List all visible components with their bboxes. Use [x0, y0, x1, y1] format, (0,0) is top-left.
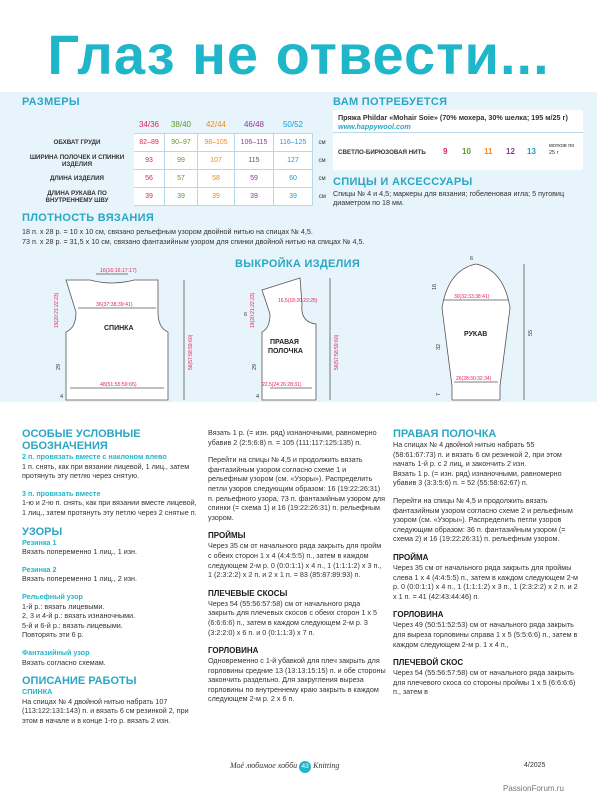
- subheading: Резинка 2: [22, 564, 57, 574]
- dim-label: 29: [56, 363, 62, 370]
- section-heading: УЗОРЫ: [22, 525, 63, 538]
- paragraph: 1 п. снять, как при вязании лицевой, 1 лиц., затем протянуть эту петлю через снятую.: [22, 461, 190, 481]
- size-header: 46/48: [235, 116, 274, 134]
- page-title: Глаз не отвести...: [47, 23, 550, 86]
- subheading: ПЛЕЧЕВЫЕ СКОСЫ: [208, 588, 288, 598]
- paragraph: Через 49 (50:51:52:53) см от начального ряда закрыть для выреза горловины справа 1 х 5 (5:5:6:6) п., затем в каждом следующем 2-м р. 1 х 4 п.,: [393, 620, 578, 649]
- size-row: ДЛИНА ИЗДЕЛИЯ 56 57 58 59 60 см: [21, 170, 332, 188]
- paragraph: На спицах № 4 двойной нитью набрать 107 (113:122:131:143) п. и вязать 6 см резинкой 2, при этом в начале и в конце 1-го р. вязать 2 изн.: [22, 696, 189, 725]
- size-row: ОБХВАТ ГРУДИ 82–89 90–97 98–105 106–115 116–125 см: [21, 134, 332, 152]
- subheading: 3 п. провязать вместе: [22, 488, 101, 498]
- tools-heading: СПИЦЫ И АКСЕССУАРЫ: [333, 176, 473, 188]
- dim-label: 26(28:30:32:34): [456, 376, 492, 382]
- front-label-2: ПОЛОЧКА: [268, 348, 303, 355]
- dim-label: 4: [256, 394, 260, 400]
- dim-label: 19(20:21:22:23): [54, 292, 60, 328]
- size-row: ДЛИНА РУКАВА ПО ВНУТРЕННЕМУ ШВУ 39 39 39 39 39 см: [21, 188, 332, 206]
- dim-label: 6: [244, 312, 248, 318]
- dim-label: 7: [436, 392, 442, 396]
- color-label: СВЕТЛО-БИРЮЗОВАЯ НИТЬ: [338, 149, 426, 156]
- dim-label: 48(51:55:59:65): [100, 382, 137, 388]
- sizes-table: [20, 116, 332, 206]
- paragraph: Вязать попеременно 1 лиц., 2 изн.: [22, 574, 137, 584]
- dim-label: 16(16:16:17:17): [100, 268, 137, 274]
- size-header: 38/40: [165, 116, 198, 134]
- subheading: Рельефный узор: [22, 591, 83, 601]
- need-heading: ВАМ ПОТРЕБУЕТСЯ: [333, 96, 448, 108]
- paragraph: Вязать 1 р. (= изн. ряд) изнаночными, равномерно убавив 3 (3:3:5:6) п. = 52 (55:58:62:67) п.: [393, 468, 562, 488]
- dim-label: 55: [528, 329, 534, 336]
- sleeve-label: РУКАВ: [464, 331, 488, 338]
- size-row: ШИРИНА ПОЛОЧЕК И СПИНКИ ИЗДЕЛИЯ 93 99 107 115 127 см: [21, 152, 332, 170]
- gauge-line: 18 п. х 28 р. = 10 х 10 см, связано рельефным узором двойной нитью на спицах № 4,5.: [22, 227, 313, 236]
- skein-unit: мотков по 25 г: [549, 143, 575, 156]
- back-label: СПИНКА: [104, 325, 134, 332]
- gauge-heading: ПЛОТНОСТЬ ВЯЗАНИЯ: [22, 212, 155, 224]
- page-number: 43: [299, 761, 311, 773]
- sizes-heading: РАЗМЕРЫ: [22, 96, 80, 108]
- skein-count: 12: [506, 147, 515, 156]
- paragraph: Через 35 см от начального ряда закрыть для пройм с обеих сторон 1 х 4 (4:4:5:5) п., затем в каждом следующем 2-м р. 0 (0:0:1:1) х 4 п., 1 (1:1:1:2) х 3 п., 1 (2:3:2:2) х 2 п. и 2 х 1 п. = 83 (85:87:89:93) п.: [208, 541, 382, 580]
- divider: [333, 132, 583, 133]
- paragraph: Вязать 1 р. (= изн. ряд) изнаночными, равномерно убавив 2 (2:5:6:8) п. = 105 (111:117:125:135) п.: [208, 428, 377, 447]
- paragraph: Вязать согласно схемам.: [22, 657, 106, 667]
- column-3: [393, 428, 579, 697]
- paragraph: Через 54 (55:56:57:58) см от начального ряда закрыть для плечевых скосов с обеих сторон 1 х 5 (6:6:6:6) п., затем в каждом следующем 2-м р. 3 (3:2:2:0) х 6 п. и 0 (0:1:1:3) х 7 п.: [208, 598, 377, 637]
- dim-label: 22,5(24:26:28:31): [262, 382, 302, 388]
- section-heading: ОПИСАНИЕ РАБОТЫ: [22, 675, 137, 688]
- subheading: ГОРЛОВИНА: [208, 646, 259, 656]
- size-header: 42/44: [198, 116, 235, 134]
- paragraph: Повторять эти 6 р.: [22, 630, 84, 640]
- dim-label: 36(37:38:39:41): [96, 302, 133, 308]
- paragraph: Одновременно с 1-й убавкой для плеч закрыть для горловины средние 13 (13:13:15:15) п. и обе стороны закончить раздельно. Для закругления выреза горловины по внутреннему краю закрыть в каждом следующем 2-м р. 2 х 6 п.: [208, 656, 386, 704]
- paragraph: На спицах № 4 двойной нитью набрать 55 (58:61:67:73) п. и вязать 6 см резинкой 2, при этом начать 1-й р. с 2 лиц, и закончить 2 изн.: [393, 440, 562, 469]
- dim-label: 56(57:58:59:60): [188, 334, 194, 370]
- paragraph: Через 35 см от начального ряда закрыть для проймы слева 1 х 4 (4:4:5:5) п., затем в каждом следующем 2-м р. 0 (0:0:1:1) х 4 п., 1 (1:1:1:2) х 3 п., 1 (2:3:2:2) х 2 п. и 2 х 1 п. = 41 (42:43:44:46) п.: [393, 562, 578, 601]
- front-label-1: ПРАВАЯ: [270, 339, 299, 346]
- watermark: PassionForum.ru: [503, 784, 564, 793]
- skein-count: 9: [443, 147, 448, 156]
- paragraph: 2, 3 и 4-й р.: вязать изнаночными.: [22, 611, 136, 621]
- skein-count: 10: [462, 147, 471, 156]
- pattern-heading: ВЫКРОЙКА ИЗДЕЛИЯ: [235, 258, 361, 270]
- footer-magazine: Моё любимое хобби 43 Knitting: [230, 761, 339, 773]
- dim-label: 29: [252, 363, 258, 370]
- gauge-line: 73 п. х 28 р. = 31,5 х 10 см, связано фантазийным узором для спинки двойной нитью на спицах № 4,5.: [22, 237, 365, 246]
- section-heading: ОСОБЫЕ УСЛОВНЫЕ ОБОЗНАЧЕНИЯ: [22, 428, 141, 452]
- dim-label: 19(20:21:22:23): [250, 292, 256, 328]
- subheading: Резинка 1: [22, 537, 57, 547]
- dim-label: 16: [432, 283, 438, 290]
- skein-count: 13: [527, 147, 536, 156]
- paragraph: Вязать попеременно 1 лиц., 1 изн.: [22, 547, 137, 557]
- paragraph: 1-й р.: вязать лицевыми.: [22, 601, 105, 611]
- subheading: ГОРЛОВИНА: [393, 610, 444, 620]
- dim-label: 4: [60, 394, 64, 400]
- dim-label: 32: [436, 343, 442, 350]
- pattern-diagram: [0, 250, 597, 402]
- subheading: ПЛЕЧЕВОЙ СКОС: [393, 658, 464, 668]
- yarn-site: www.happywool.com: [338, 122, 411, 131]
- issue-number: 4/2025: [524, 762, 546, 769]
- column-2: [208, 428, 386, 704]
- subheading: СПИНКА: [22, 687, 53, 697]
- tools-text: Спицы № 4 и 4,5; маркеры для вязания; гобеленовая игла; 5 пуговиц диаметром по 18 мм.: [333, 189, 565, 208]
- size-header: 50/52: [274, 116, 313, 134]
- section-heading: ПРАВАЯ ПОЛОЧКА: [393, 428, 497, 440]
- paragraph: Через 54 (55:56:57:58) см от начального ряда закрыть для плечевого скоса со стороны проймы 1 х 5 (6:6:6:6) п., затем в: [393, 668, 576, 697]
- dim-label: 16,5(18:20:22:25): [278, 298, 318, 304]
- column-1: [22, 428, 202, 725]
- subheading: 2 п. провязать вместе с наклоном влево: [22, 452, 167, 461]
- subheading: ПРОЙМЫ: [208, 531, 246, 541]
- dim-label: 56(57:58:59:60): [334, 334, 340, 370]
- paragraph: Перейти на спицы № 4,5 и продолжить вязать фантазийным узором согласно схеме 2 и рельефным узором (см. «Узоры»). Распределить петли узоров следующим образом: 36 п. фантазийным узором (= схема 2) и 16 (19:22:26:31) п. рельефным узором.: [393, 495, 573, 544]
- size-header: 34/36: [134, 116, 165, 134]
- subheading: ПРОЙМА: [393, 552, 429, 562]
- skein-count: 11: [484, 147, 493, 156]
- paragraph: 1-ю и 2-ю п. снять, как при вязании вместе лицевой, 1 лиц., затем протянуть эту петлю через 2 снятые п.: [22, 498, 197, 517]
- dim-label: 6: [470, 256, 474, 262]
- yarn-text: Пряжа Phildar «Mohair Soie» (70% мохера, 30% шелка; 195 м/25 г): [338, 113, 568, 122]
- paragraph: Перейти на спицы № 4,5 и продолжить вязать фантазийным узором согласно схеме 1 и рельефным узором (см. «Узоры»). Распределить петли узоров следующим образом: 16 (19:22:26:31) п. рельефного узора, 73 п. фантазийным узором для спинки (= схема 1) и 16 (19:22:26:31) п. рельефным узором.: [208, 455, 386, 522]
- dim-label: 30(32:33:38:41): [454, 294, 490, 300]
- subheading: Фантазийный узор: [22, 647, 90, 657]
- paragraph: 5-й и 6-й р.: вязать лицевыми.: [22, 620, 123, 630]
